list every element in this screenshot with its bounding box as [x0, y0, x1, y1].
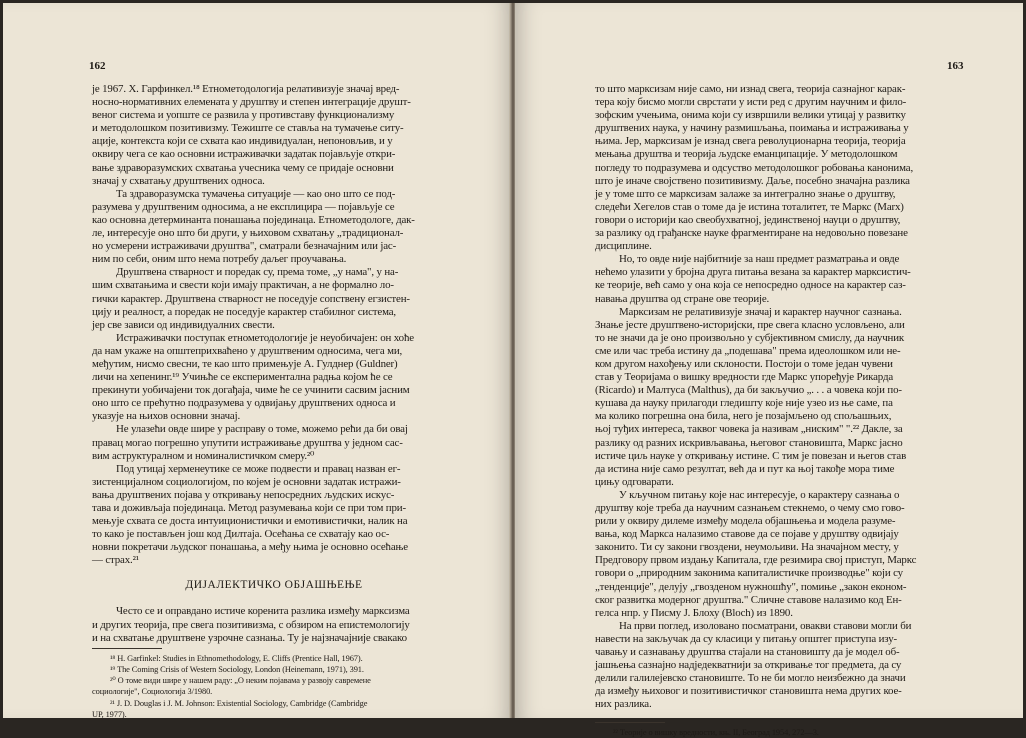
text-line: личи на хепенинг.¹⁹ Учињће се експериментална радња којом ће се: [92, 371, 393, 384]
text-line: зистенцијалном социологијом, по којем је основни задатак истражи-: [92, 475, 401, 488]
text-line: међутим, нисмо свесни, те као што примењује А. Гулднер (Guldner): [92, 357, 398, 370]
text-line: но усмерени истраживачи друштва", сматрали безначајним или јас-: [92, 240, 397, 253]
text-line: разумева у друштвеним односима, а не експлицира — појављује се: [92, 200, 395, 213]
text-line: делили галилејевско становиште. То не би могло неизбежно да значи: [595, 672, 906, 685]
footnote-line: социологије", Социологија 3/1980.: [92, 687, 213, 697]
left-page: [3, 3, 511, 718]
text-line: навања друштва од стране ове теорије.: [595, 292, 770, 305]
text-line: Но, то овде није најбитније за наш предмет разматрања и овде: [619, 253, 900, 266]
text-line: дисциплине.: [595, 240, 652, 253]
text-line: разлику од разних искривљавања, његовог становишта, Маркс јасно: [595, 436, 903, 449]
text-line: На први поглед, изоловано посматрани, овакви ставови могли би: [619, 619, 912, 632]
left-paragraph: [92, 423, 456, 462]
text-line: навести на закључак да су класици у питању општег приступа изу-: [595, 632, 897, 645]
text-line: гички карактер. Друштвена стварност не поседује сопствену егзистен-: [92, 292, 410, 305]
text-line: них разлика.: [595, 698, 652, 711]
text-line: „тенденције", делују „гвозденом нужношћу", помиње „закон економ-: [595, 580, 907, 593]
right-paragraph: [595, 83, 959, 253]
text-line: је у томе што се марксизам залаже за интегрално знање о друштву,: [595, 187, 896, 200]
footnote-line: ¹⁸ H. Garfinkel: Studies in Ethnomethodology, E. Cliffs (Prentice Hall, 1967).: [110, 653, 363, 663]
footnote-line: ¹⁹ The Coming Crisis of Western Sociology, London (Heinemann, 1971), 391.: [110, 664, 364, 674]
text-line: истиче циљ науке у откривању истине. С тим је повезан и његов став: [595, 449, 907, 462]
text-line: јер све зависи од индивидуалних свести.: [92, 318, 275, 331]
text-line: јашњења сазнајно надједекватнији за откривање тог предмета, да су: [595, 659, 902, 672]
text-line: законито. Ти су закони гвоздени, неумољиви. На значајном месту, у: [595, 541, 899, 554]
text-line: шим схватањима и свести који имају практичан, а не формално ло-: [92, 279, 394, 292]
footnote-rule: [595, 722, 665, 723]
text-line: зофским учењима, онима који су извршили велики утицај у развитку: [595, 109, 906, 122]
footnote-line: ²⁰ О томе види шире у нашем раду: „О неким појавама у развоју савремене: [110, 676, 371, 686]
text-line: оно што се прећутно подразумева у одвијању друштвених односа и: [92, 397, 396, 410]
footnote-rule: [92, 648, 162, 649]
text-line: (Ricardo) и Малтуса (Malthus), да би закључио „. . . а човека који по-: [595, 384, 902, 397]
text-line: сме или час треба истину да „подешава" према идеолошком или не-: [595, 344, 901, 357]
text-line: тера коју бисмо могли сврстати у исти ред с другим научним и фило-: [595, 96, 907, 109]
page-number-left: 162: [89, 60, 106, 72]
text-line: Предговору првом издању Капитала, где резимира свој приступ, Маркс: [595, 554, 917, 567]
text-line: рили у оквиру дилеме између модела објашњења и модела разуме-: [595, 515, 896, 528]
text-line: говори о „природним законима капиталистичке производње" који су: [595, 567, 903, 580]
text-line: да истина није само резултат, већ да и пут ка њој такође мора тиме: [595, 462, 895, 475]
text-line: и методолошком позитивизму. Тежиште се ставља на тумачење ситу-: [92, 122, 404, 135]
right-paragraph: [595, 306, 959, 489]
text-line: друштвених наука, у начину размишљања, поимања и истраживања у: [595, 122, 909, 135]
text-line: цију и реалност, а поредак не поседује карактер стабилног система,: [92, 305, 396, 318]
text-line: да између њиховог и позитивистичког становишта нема других кое-: [595, 685, 902, 698]
text-line: следећи Хегелов став о томе да је истина тоталитет, те Маркс (Marx): [595, 200, 904, 213]
left-paragraph: [92, 332, 456, 424]
right-paragraph: [595, 253, 959, 305]
text-line: цињу одговарати.: [595, 475, 674, 488]
text-line: да нам укаже на општеприхваћено у друштвеним односима, чега ми,: [92, 344, 403, 357]
section-heading: ДИЈАЛЕКТИЧКО ОБЈАШЊЕЊЕ: [185, 579, 363, 592]
text-line: Често се и оправдано истиче коренита разлика између марксизма: [116, 605, 410, 618]
right-paragraph: [595, 620, 959, 712]
text-line: носно-нормативних елемената у друштву и степен интеграције друшт-: [92, 96, 411, 109]
text-line: прекинути уобичајени ток догађаја, чиме ће се учинити сасвим јасним: [92, 384, 410, 397]
text-line: правац могао погрешно упутити истраживање друштва у једном сас-: [92, 436, 403, 449]
text-line: њој туђих интереса, таквог човека ја називам „ниским" ".²² Дакле, за: [595, 423, 903, 436]
text-line: што је иначе својствено позитивизму. Даље, посебно значајна разлика: [595, 174, 910, 187]
text-line: мењује схвата се доста интуиционистички и емотивистички, налик на: [92, 515, 408, 528]
text-line: Истраживачки поступак етнометодологије је неуобичајен: он хоће: [116, 331, 414, 344]
text-line: гелса нпр. у Писму Ј. Блоху (Bloch) из 1890.: [595, 606, 793, 619]
text-line: Под утицај херменеутике се може подвести и правац назван ег-: [116, 462, 401, 475]
text-line: то како је постављен још код Дилтаја. Осећања се схватају као ос-: [92, 528, 390, 541]
text-line: ним по себи, оним што нема потребу даљег проучавања.: [92, 253, 347, 266]
footnote-line: ²¹ J. D. Douglas i J. M. Johnson: Existential Sociology, Cambridge (Cambridge: [110, 698, 368, 708]
text-line: нећемо улазити у бројна друга питања везана за карактер марксистич-: [595, 266, 911, 279]
right-page: [515, 3, 1023, 737]
text-line: и других теорија, пре свега позитивизма, с обзиром на епистемологију: [92, 618, 410, 631]
text-line: Знање јесте друштвено-историјски, пре свега класно условљено, али: [595, 318, 905, 331]
left-paragraph: [92, 605, 456, 644]
text-line: кушава да науку прилагоди гледишту које није узео из ње саме, па: [595, 397, 893, 410]
text-line: ле, интересује оно што би други, у њиховом схватању „традиционал-: [92, 227, 404, 240]
text-line: за разлику од грађанске науке фрагментиране на недовољно повезане: [595, 227, 908, 240]
left-paragraph: [92, 266, 456, 331]
text-line: вања, код Маркса налазимо ставове да се појаве у друштву одвијају: [595, 528, 899, 541]
text-line: значај у схватању друштвених односа.: [92, 174, 265, 187]
text-line: Та здраворазумска тумачења ситуације — као оно што се под-: [116, 187, 396, 200]
text-line: — страх.²¹: [92, 554, 139, 567]
text-line: ације, контекста који се схвата као индивидуалан, непоновљив, и у: [92, 135, 393, 148]
text-line: чавању и сазнавању друштва стајали на становишту да је модел об-: [595, 646, 900, 659]
left-paragraph: [92, 83, 456, 188]
text-line: Марксизам не релативизује значај и карактер научног сазнања.: [619, 305, 902, 318]
right-paragraph: [595, 489, 959, 620]
text-line: њима. Јер, марксизам је изнад свега револуционарна теорија, теорија: [595, 135, 906, 148]
footnote-line: ²² Теорије о вишку вредности, књ. II, Београд 1954, 272—3.: [613, 727, 819, 737]
right-page-text: [595, 83, 959, 738]
text-line: ског развитка модерног друштва." Сличне ставове налазимо код Ен-: [595, 593, 902, 606]
text-line: указује на њихов основни значај.: [92, 410, 241, 423]
left-paragraph: [92, 463, 456, 568]
book-spread: [3, 3, 1023, 737]
text-line: као основна детерминанта понашања појединаца. Етнометодологе, дак-: [92, 213, 415, 226]
text-line: оквиру чега се као основни истраживачки задатак појављује откри-: [92, 148, 396, 161]
left-paragraph: [92, 188, 456, 267]
footnote-line: UP, 1977).: [92, 709, 127, 719]
text-line: ке теорије, већ само у она која се непосредно односе на карактер саз-: [595, 279, 906, 292]
text-line: веног система и уопште се развила у противставу функционализму: [92, 109, 395, 122]
page-number-right: 163: [947, 60, 964, 72]
text-line: Не улазећи овде шире у расправу о томе, можемо рећи да би овај: [116, 423, 408, 436]
text-line: је 1967. Х. Гарфинкел.¹⁸ Етнометодологија релативизује значај вред-: [92, 83, 400, 95]
text-line: мењања друштва и теорија људске еманципације. У методолошком: [595, 148, 898, 161]
text-line: вање здраворазумских схватања учесника чему се придаје основни: [92, 161, 394, 174]
text-line: новни покретачи људског понашања, а међу њима је основно осећање: [92, 541, 408, 554]
left-page-text: [92, 83, 456, 720]
text-line: и на схватање друштвене узрочне сазнања. Ту је најзначајније свакако: [92, 631, 407, 644]
text-line: вања друштвених појава у откривању непосредних људских искус-: [92, 488, 395, 501]
text-line: Друштвена стварност и поредак су, према томе, „у нама", у на-: [116, 266, 399, 279]
text-line: то не значи да је оно произвољно у субјективном смислу, да научник: [595, 331, 905, 344]
text-line: погледу то подразумева и одсуство методолошког робовања канонима,: [595, 161, 914, 174]
text-line: вим аструктуралном и номиналистичком смеру.²⁰: [92, 449, 315, 462]
text-line: ма колико погрешна она била, него је позајмљено од спољашњих,: [595, 410, 892, 423]
text-line: друштву које треба да научним сазнањем стекнемо, о чему смо гово-: [595, 502, 905, 514]
text-line: тава и доживљаја појединаца. Метод разумевања који се при том при-: [92, 502, 406, 514]
text-line: говори о историји као свеобухватној, јединственој науци о друштву,: [595, 213, 901, 226]
text-line: У кључном питању које нас интересује, о карактеру сазнања о: [619, 488, 900, 501]
text-line: то што марксизам није само, ни изнад свега, теорија сазнајног карак-: [595, 83, 906, 95]
text-line: ком другом нахођењу или склоности. Постоји о томе један чувени: [595, 357, 893, 370]
text-line: став у Теоријама о вишку вредности где Маркс упоређује Рикарда: [595, 371, 894, 384]
